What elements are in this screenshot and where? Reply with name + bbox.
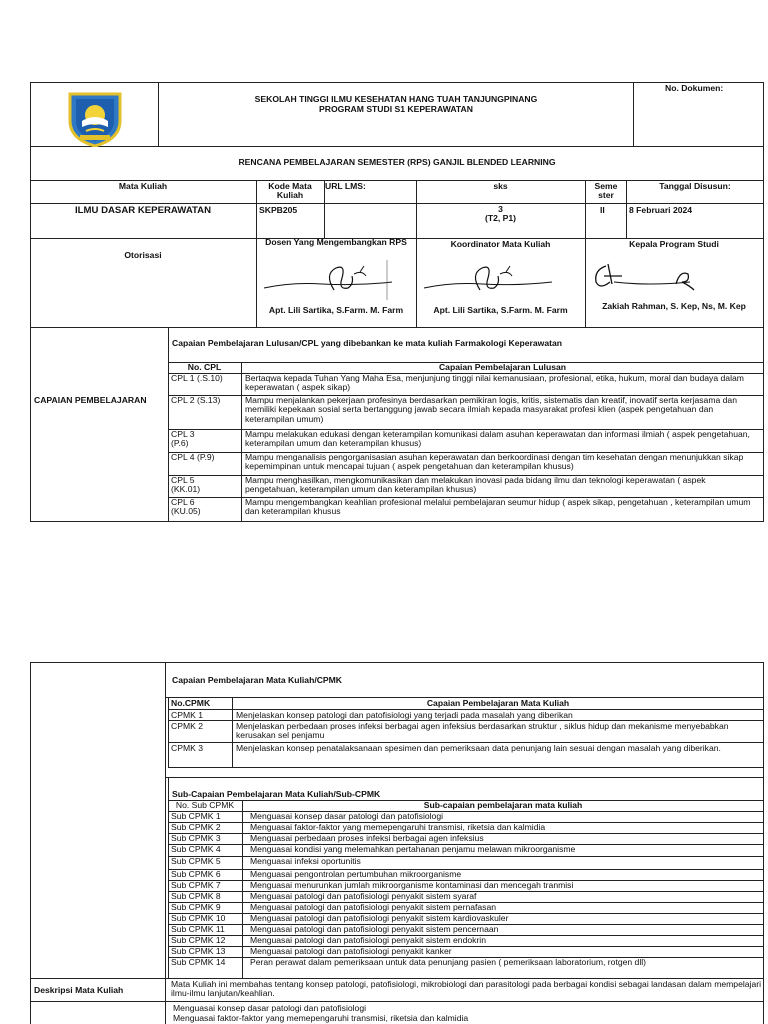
head-of-program-name: Zakiah Rahman, S. Kep, Ns, M. Kep [602,301,746,311]
cpl-row-text: Mampu menghasilkan, mengkomunikasikan dan melakukan inovasi pada bidang ilmu dan teknologi keperawatan ( aspek pengetahuan, keterampilan umum dan keterampilan khusus) [245,475,706,495]
authorization-label: Otorisasi [124,250,162,260]
institution-name: SEKOLAH TINGGI ILMU KESEHATAN HANG TUAH TANJUNGPINANG [254,94,538,104]
sub-cpmk-title: Sub-Capaian Pembelajaran Mata Kuliah/Sub-CPMK [172,789,381,799]
cpmk-no-header: No.CPMK [171,698,211,708]
course-description-text: Mata Kuliah ini membahas tentang konsep patologi, patofisiologi, mikrobiologi dan parasitologi pada berbagai kondisi sebagai landasan dalam mempelajari ilmu-ilmu lanjutan/keahlian. [171,979,761,999]
coordinator-name: Apt. Lili Sartika, S.Farm. M. Farm [433,305,568,315]
sub-cpmk-row-no: Sub CPMK 5 [171,856,221,866]
cpmk-row-text: Menjelaskan konsep penatalaksanaan spesimen dan pemeriksaan data penunjang lain sesuai dengan masalah yang diberikan. [236,743,721,753]
semester-header: Seme ster [594,181,618,201]
developer-signature [262,260,412,300]
cpl-row-no: CPL 5 (KK.01) [171,475,201,495]
sub-cpmk-row-text: Menguasai pengontrolan pertumbuhan mikroorganisme [250,869,462,879]
cpl-no-header: No. CPL [187,362,222,372]
sub-cpmk-row-text: Menguasai patologi dan patofisiologi penyakit sistem endokrin [250,935,486,945]
course-code-header: Kode Mata Kuliah [268,181,312,201]
cpmk-row-text: Menjelaskan konsep patologi dan patofisiologi yang terjadi pada masalah yang diberikan [236,710,573,720]
sub-cpmk-row-no: Sub CPMK 4 [171,844,221,854]
program-name: PROGRAM STUDI S1 KEPERAWATAN [319,104,473,114]
sub-cpmk-row-no: Sub CPMK 2 [171,822,221,832]
sub-cpmk-row-no: Sub CPMK 9 [171,902,221,912]
sub-cpmk-row-text: Menguasai patologi dan patofisiologi penyakit sistem kardiovaskuler [250,913,509,923]
sub-cpmk-row-text: Menguasai patologi dan patofisiologi penyakit sistem syaraf [250,891,477,901]
sub-cpmk-row-text: Menguasai patologi dan patofisiologi penyakit kanker [250,946,452,956]
sub-cpmk-row-no: Sub CPMK 1 [171,811,221,821]
course-name: ILMU DASAR KEPERAWATAN [74,205,212,216]
sub-cpmk-row-text: Menguasai menurunkan jumlah mikroorganisme kontaminasi dan mencegah tranmisi [250,880,574,890]
cpl-row-text: Mampu mengembangkan keahlian profesional melalui pembelajaran seumur hidup ( aspek sikap, pengetahuan , keterampilan umum dan keterampilan khusus [245,497,751,517]
cpmk-row-no: CPMK 1 [171,710,203,720]
sub-cpmk-row-no: Sub CPMK 7 [171,880,221,890]
cpl-row-text: Mampu melakukan edukasi dengan keterampilan komunikasi dalam asuhan keperawatan dan informasi ilmiah ( aspek pengetahuan, keterampilan umum dan keterampilan khusus) [245,429,750,449]
lms-url-header: URL LMS: [325,181,366,191]
date-value: 8 Februari 2024 [629,205,693,215]
sub-cpmk-row-no: Sub CPMK 8 [171,891,221,901]
cpmk-row-text: Menjelaskan perbedaan proses infeksi berbagai agen infeksius berdasarkan struktur , siklus hidup dan mekanisme menyebabkan kerusakan sel penjamu [236,721,729,741]
sub-cpmk-row-no: Sub CPMK 11 [171,924,225,934]
cpmk-row-no: CPMK 3 [171,743,203,753]
coordinator-signature [422,260,572,300]
sub-cpmk-row-no: Sub CPMK 6 [171,869,221,879]
topic-item: Menguasai konsep dasar patologi dan patofisiologi [173,1003,367,1013]
sks-value: 3 [498,204,503,214]
head-of-program-signature [590,260,760,300]
cpmk-desc-header: Capaian Pembelajaran Mata Kuliah [426,698,570,708]
cpl-row-no: CPL 1 (.S.10) [171,373,223,383]
sub-cpmk-row-text: Menguasai kondisi yang melemahkan pertahanan penjamu melawan mikroorganisme [250,844,576,854]
course-code: SKPB205 [259,205,298,215]
date-header: Tanggal Disusun: [659,181,731,191]
sub-cpmk-row-text: Menguasai konsep dasar patologi dan patofisiologi [250,811,444,821]
sub-cpmk-row-no: Sub CPMK 3 [171,833,221,843]
sub-cpmk-row-text: Menguasai patologi dan patofisiologi penyakit sistem pencernaan [250,924,499,934]
institution-logo [62,91,128,147]
cpl-desc-header: Capaian Pembelajaran Lulusan [438,362,567,372]
sub-cpmk-row-no: Sub CPMK 12 [171,935,226,945]
cpl-row-text: Mampu menjalankan pekerjaan profesinya berdasarkan pemikiran logis, kritis, sistematis dan kreatif, inovatif serta kerjasama dan memiliki kepekaan sosial serta bertanggung jawab secara ilmiah kepada masyarakat profesi klien (aspek pengetahuan dan keterampilan umum) [245,395,737,424]
learning-outcomes-section-label: CAPAIAN PEMBELAJARAN [34,395,147,405]
sub-cpmk-row-no: Sub CPMK 13 [171,946,226,956]
sks-detail: (T2, P1) [484,213,517,223]
sub-cpmk-row-no: Sub CPMK 14 [171,957,226,967]
doc-number-label: No. Dokumen: [665,83,724,93]
sub-cpmk-desc-header: Sub-capaian pembelajaran mata kuliah [423,800,583,810]
cpl-row-no: CPL 2 (S.13) [171,395,221,405]
sub-cpmk-row-text: Peran perawat dalam pemeriksaan untuk data penunjang pasien ( pemeriksaan laboratorium, rotgen dll) [250,957,647,967]
cpmk-title: Capaian Pembelajaran Mata Kuliah/CPMK [172,675,343,685]
sub-cpmk-no-header: No. Sub CPMK [175,800,235,810]
sub-cpmk-row-text: Menguasai perbedaan proses infeksi berbagai agen infeksius [250,833,484,843]
course-description-label: Deskripsi Mata Kuliah [34,985,124,995]
cpl-row-no: CPL 4 (P.9) [171,452,215,462]
cpl-row-no: CPL 6 (KU.05) [171,497,201,517]
head-of-program-header: Kepala Program Studi [629,239,719,249]
course-name-header: Mata Kuliah [118,181,168,191]
semester-value: II [600,205,605,215]
cpl-title: Capaian Pembelajaran Lulusan/CPL yang dibebankan ke mata kuliah Farmakologi Keperawatan [172,338,563,348]
cpl-row-no: CPL 3 (P.6) [171,429,195,449]
sub-cpmk-row-text: Menguasai patologi dan patofisiologi penyakit sistem pernafasan [250,902,497,912]
sub-cpmk-row-text: Menguasai infeksi oportunitis [250,856,361,866]
sub-cpmk-row-no: Sub CPMK 10 [171,913,226,923]
cpmk-row-no: CPMK 2 [171,721,203,731]
page-title: RENCANA PEMBELAJARAN SEMESTER (RPS) GANJIL BLENDED LEARNING [238,157,556,167]
topic-item: Menguasai faktor-faktor yang memepengaruhi transmisi, riketsia dan kalmidia [173,1013,469,1023]
coordinator-header: Koordinator Mata Kuliah [450,239,551,249]
cpl-row-text: Bertaqwa kepada Tuhan Yang Maha Esa, menjunjung tinggi nilai kemanusiaan, profesional, etika, hukum, moral dan budaya dalam keperawatan ( aspek sikap) [245,373,744,393]
sub-cpmk-row-text: Menguasai faktor-faktor yang memepengaruhi transmisi, riketsia dan kalmidia [250,822,546,832]
developer-name: Apt. Lili Sartika, S.Farm. M. Farm [268,305,404,315]
sks-header: sks [493,181,508,191]
cpl-row-text: Mampu menganalisis pengorganisasian asuhan keperawatan dan berkoordinasi dengan tim kesehatan dengan menunjukkan sikap kepemimpinan untuk mencapai tujuan ( aspek pengetahuan dan keterampilan khusus) [245,452,744,472]
developer-header: Dosen Yang Mengembangkan RPS [265,237,407,247]
